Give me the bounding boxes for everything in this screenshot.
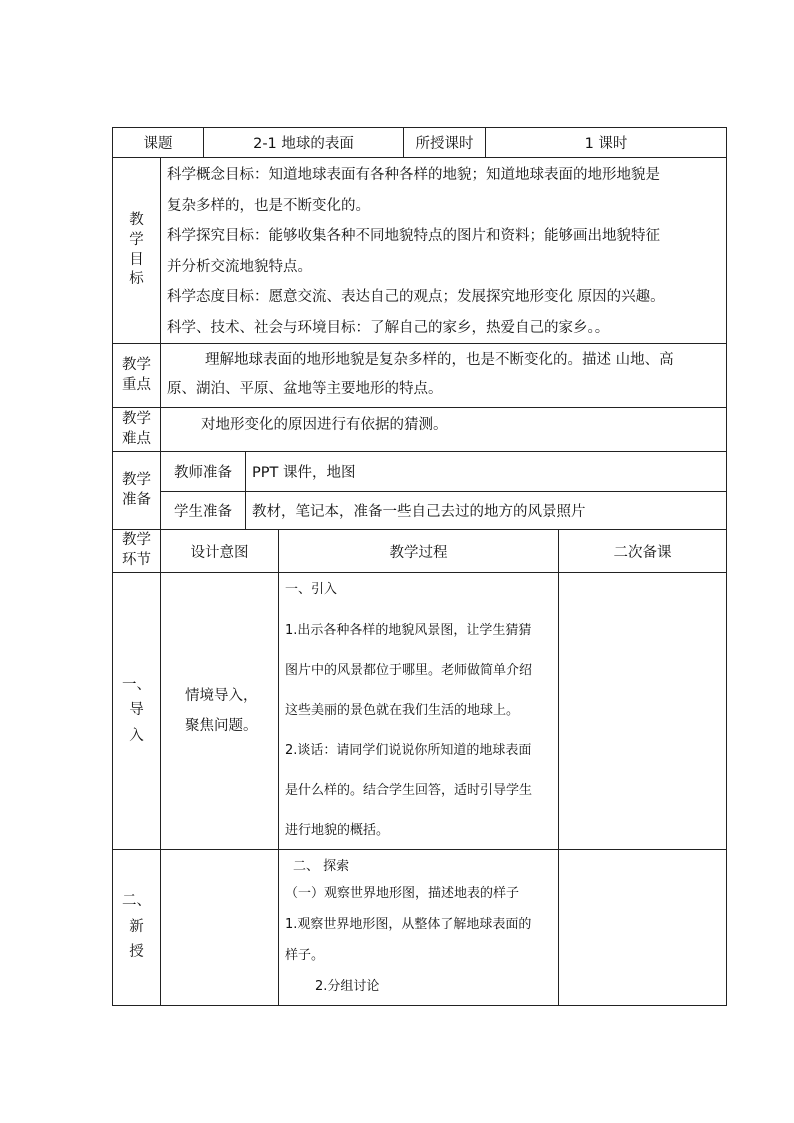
section2-design-cell: [160, 849, 279, 1006]
section2-process-cell: [278, 849, 559, 1006]
difficulties-label-line: 难点: [122, 430, 151, 447]
teacher-prep-label-cell: [160, 451, 246, 492]
preparation-label-line: 教学: [122, 471, 151, 488]
section2-stage-line: 新: [129, 918, 144, 935]
section1-design-line: 情境导入，: [185, 688, 258, 704]
student-prep-value-cell: [245, 491, 727, 530]
hours-value-cell: [485, 127, 727, 158]
key-points-label-line: 重点: [122, 376, 151, 393]
stage-header-line: 教学: [122, 532, 151, 549]
section1-process-line: 图片中的风景都位于哪里。老师做简单介绍: [285, 663, 533, 678]
section2-process-line: （一）观察世界地形图，描述地表的样子: [285, 886, 520, 901]
section1-stage-line: 入: [129, 727, 144, 744]
difficulties-text: 对地形变化的原因进行有依据的猜测。: [201, 417, 448, 433]
section1-process-line: 是什么样的。结合学生回答，适时引导学生: [285, 783, 533, 798]
section2-stage-line: 授: [129, 944, 144, 961]
topic-label: 课题: [143, 136, 173, 152]
section1-process-line: 这些美丽的景色就在我们生活的地球上。: [285, 703, 520, 718]
goals-label-char: 目: [129, 251, 144, 268]
student-prep-label-cell: [160, 491, 246, 530]
section2-stage-cell: [112, 849, 161, 1006]
process-header: 教学过程: [389, 544, 448, 561]
section2-process-line: 二、 探索: [293, 859, 350, 874]
key-points-content-cell: [160, 343, 727, 408]
design-header: 设计意图: [190, 544, 249, 561]
second-header: 二次备课: [613, 544, 672, 561]
section1-process-line: 1.出示各种各样的地貌风景图，让学生猜猜: [285, 623, 532, 638]
second-header-cell: [558, 529, 727, 573]
hours-value: 1 课时: [584, 136, 628, 152]
design-header-cell: [160, 529, 279, 573]
preparation-label-line: 准备: [122, 491, 151, 508]
key-points-label-cell: [112, 343, 161, 408]
section2-process-line: 样子。: [285, 948, 325, 963]
key-points-label-line: 教学: [122, 356, 151, 373]
section1-process-line: 一、引入: [285, 582, 338, 597]
topic-value-cell: [203, 127, 404, 158]
teacher-prep-label: 教师准备: [174, 465, 232, 481]
hours-label: 所授课时: [415, 136, 474, 152]
section2-second-cell: [558, 849, 727, 1006]
goals-label-char: 学: [129, 231, 144, 248]
teacher-prep-value-cell: [245, 451, 727, 492]
goal-line: 并分析交流地貌特点。: [167, 258, 312, 275]
key-point-line: 原、湖泊、平原、盆地等主要地形的特点。: [167, 381, 443, 397]
stage-header-line: 环节: [122, 552, 151, 568]
hours-label-cell: [403, 127, 486, 158]
section1-design-cell: [160, 572, 279, 850]
goal-line: 科学、技术、社会与环境目标：了解自己的家乡，热爱自己的家乡。。: [167, 319, 610, 336]
key-point-line: 理解地球表面的地形地貌是复杂多样的，也是不断变化的。描述 山地、高: [205, 352, 674, 368]
section1-second-cell: [558, 572, 727, 850]
difficulties-label-line: 教学: [122, 410, 151, 427]
section2-process-line: 2.分组讨论: [315, 979, 380, 994]
goal-line: 复杂多样的，也是不断变化的。: [167, 197, 370, 214]
student-prep-label: 学生准备: [174, 504, 232, 520]
goal-line: 科学态度目标：愿意交流、表达自己的观点；发展探究地形变化 原因的兴趣。: [167, 289, 665, 305]
section1-process-line: 2.谈话：请同学们说说你所知道的地球表面: [285, 743, 532, 758]
section1-process-cell: [278, 572, 559, 850]
goals-label-char: 标: [129, 271, 144, 288]
difficulties-label-cell: [112, 407, 161, 452]
topic-value: 2-1 地球的表面: [253, 136, 354, 152]
goals-label-cell: [112, 157, 161, 344]
stage-header-cell: [112, 529, 161, 573]
teacher-prep-value: PPT 课件，地图: [252, 465, 356, 481]
preparation-label-cell: [112, 451, 161, 530]
topic-label-cell: [112, 127, 204, 158]
section1-stage-line: 导: [129, 702, 144, 719]
goal-line: 科学概念目标：知道地球表面有各种各样的地貌；知道地球表面的地形地貌是: [167, 167, 660, 183]
section2-process-line: 1.观察世界地形图，从整体了解地球表面的: [285, 917, 532, 932]
difficulties-content-cell: [160, 407, 727, 452]
goal-line: 科学探究目标：能够收集各种不同地貌特点的图片和资料；能够画出地貌特征: [167, 228, 660, 244]
student-prep-value: 教材，笔记本，准备一些自己去过的地方的风景照片: [252, 504, 586, 520]
process-header-cell: [278, 529, 559, 573]
section1-design-line: 聚焦问题。: [185, 718, 258, 734]
section1-stage-line: 一、: [122, 676, 151, 693]
section2-stage-line: 二、: [122, 893, 151, 910]
goals-label-char: 教: [129, 212, 144, 229]
section1-process-line: 进行地貌的概括。: [285, 823, 390, 838]
goals-content-cell: [160, 157, 727, 344]
section1-stage-cell: [112, 572, 161, 850]
